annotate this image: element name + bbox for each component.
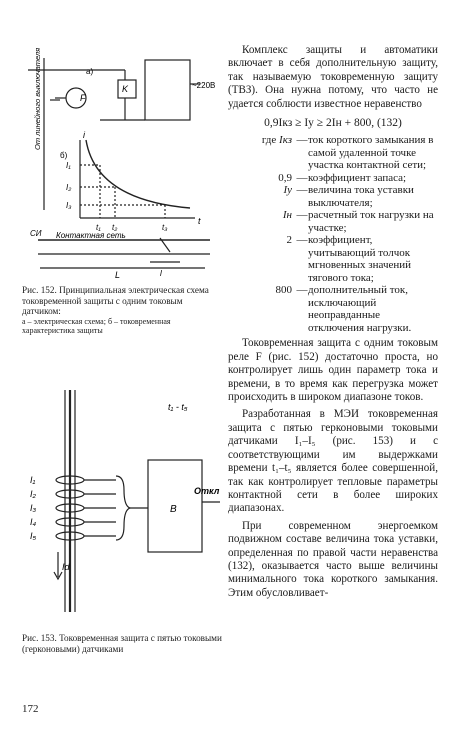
- fig152-label-SI: СИ: [30, 229, 42, 238]
- fig152-I2: I₂: [66, 183, 72, 192]
- definition-row: 0,9 — коэффициент запаса;: [278, 171, 407, 184]
- fig153-I1: I₁: [30, 475, 36, 485]
- definition-row: 800 — дополнительный ток, исключающий неоправданные отключения нагрузки.: [275, 284, 412, 334]
- fig153-I2: I₂: [30, 489, 36, 499]
- fig152-label-network: Контактная сеть: [56, 231, 126, 240]
- paragraph-1: Комплекс защиты и автоматики включает в себя дополнительную защиту, так называемую токовременную защиту (ТВЗ). Она нужна потому, что часто не удается соблюсти известное неравенство: [228, 44, 438, 110]
- fig152-caption-title: Рис. 152. Принципиальная электрическая схема токовременной защиты с одним токовым датчиком:: [22, 285, 209, 317]
- definition-row: 2 — коэффициент, учитывающий толчок мгновенных значений тягового тока;: [286, 234, 412, 284]
- definitions-table: [228, 134, 438, 334]
- fig153-caption: [22, 633, 222, 654]
- definition-row: Iу — величина тока уставки выключателя;: [283, 184, 414, 209]
- definition-row: Iн — расчетный ток нагрузки на участке;: [282, 209, 434, 234]
- fig153-label-B: В: [170, 504, 177, 515]
- fig152-label-F: F: [80, 93, 86, 103]
- fig152-I3: I₃: [66, 201, 72, 210]
- fig152-axis-i: i: [83, 130, 85, 140]
- fig152-caption-legend: а – электрическая схема; б – токовременная характеристика защиты: [22, 316, 171, 336]
- definition-row: где Iкз — ток короткого замыкания в самой удаленной точке участка контактной сети;: [261, 134, 434, 172]
- paragraph-4: При современном энергоемком подвижном составе величина тока уставки, определенная по правой части неравенства (132), оказывается часто выше величины минимального тока короткого замыкания. Этим обусловливает-: [228, 519, 438, 599]
- right-column: [228, 44, 438, 600]
- fig152-label-L: L: [115, 270, 121, 280]
- fig152-label-K: K: [122, 84, 129, 94]
- fig153-label-otkl: Откл: [194, 486, 220, 496]
- fig153-label-t1t5: t₁ - t₅: [168, 402, 188, 412]
- fig153-Id: Id: [62, 562, 70, 572]
- fig152-label-a: а): [86, 67, 94, 76]
- fig152-I1: I₁: [66, 161, 71, 170]
- figure-152: [20, 40, 225, 280]
- fig152-vertical-label: От линейного выключателя: [33, 47, 42, 150]
- formula-132: 0,9Iкз ≥ Iу ≥ 2Iн + 800, (132): [264, 117, 402, 130]
- fig152-label-l: l: [160, 269, 162, 278]
- paragraph-2: Токовременная защита с одним токовым реле F (рис. 152) достаточно проста, но контролирует лишь один параметр тока и времени, в то время как перегрузка может происходить в широком диапазоне токов.: [228, 337, 438, 404]
- fig152-label-b: б): [60, 151, 68, 160]
- fig152-label-220: ~220В: [192, 81, 216, 90]
- fig153-caption-title: Рис. 153. Токовременная защита с пятью токовыми (герконовыми) датчиками: [22, 633, 222, 654]
- fig152-axis-t: t: [198, 216, 201, 226]
- fig152-caption: [22, 285, 222, 336]
- fig152-t1: t₁: [96, 223, 101, 232]
- fig153-I5: I₅: [30, 531, 37, 541]
- fig152-t3: t₃: [162, 223, 168, 232]
- fig153-I4: I₄: [30, 517, 37, 527]
- page-number: 172: [22, 703, 39, 715]
- paragraph-3: Разработанная в МЭИ токовременная защита с пятью герконовыми токовыми датчиками I₁–I₅ (рис. 153) и с соответствующими им выдержками времени t₁–t₅ является более совершенной, так как контролирует тепловые параметры контактной сети в более широких диапазонах.: [228, 408, 438, 515]
- fig153-I3: I₃: [30, 503, 37, 513]
- figure-153: [20, 372, 225, 627]
- fig152-t2: t₂: [112, 223, 118, 232]
